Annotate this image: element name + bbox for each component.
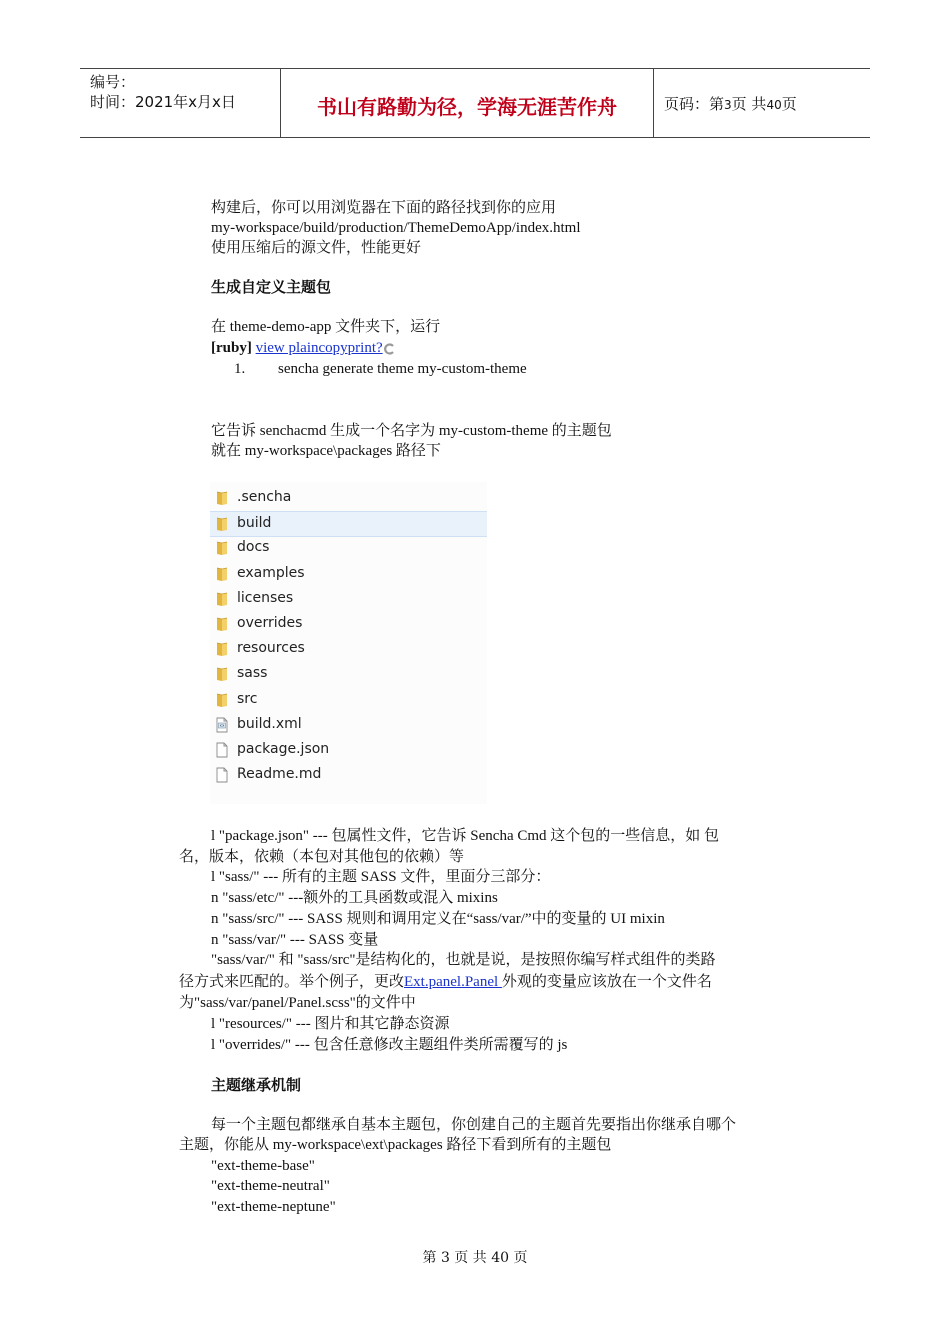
folder-icon xyxy=(214,490,230,506)
header-page-info xyxy=(664,93,797,114)
file-icon xyxy=(214,767,230,783)
header-date: 时间：2021年x月x日 xyxy=(90,93,236,111)
folder-listing-item[interactable] xyxy=(210,637,487,661)
header-info-cell xyxy=(80,69,281,137)
folder-icon xyxy=(214,516,230,532)
theme-name: "ext-theme-neutral" xyxy=(211,1178,330,1194)
page-mid: 页 共 xyxy=(731,95,767,113)
header-motto: 书山有路勤为径，学海无涯苦作舟 xyxy=(317,95,617,119)
code-line: sencha generate theme my-custom-theme xyxy=(278,361,527,377)
folder-listing-item[interactable] xyxy=(210,688,487,712)
paragraph: 名，版本，依赖（本包对其他包的依赖）等 xyxy=(179,849,465,865)
folder-listing-item[interactable] xyxy=(210,738,487,762)
folder-listing-item[interactable] xyxy=(210,763,487,787)
page-footer: 第 3 页 共 40 页 xyxy=(422,1250,528,1266)
folder-listing-item[interactable] xyxy=(210,511,487,537)
paragraph: n "sass/src/" --- SASS 规则和调用定义在“sass/var/”中的变量的 UI mixin xyxy=(211,911,665,927)
folder-icon xyxy=(214,666,230,682)
paragraph: 使用压缩后的源文件，性能更好 xyxy=(211,240,422,256)
folder-listing-screenshot xyxy=(210,482,487,804)
paragraph: 就在 my-workspace\packages 路径下 xyxy=(211,443,441,459)
folder-listing-item[interactable] xyxy=(210,612,487,636)
file-icon xyxy=(214,742,230,758)
folder-listing-item-name: .sencha xyxy=(237,489,292,505)
paragraph: l "sass/" --- 所有的主题 SASS 文件，里面分三部分： xyxy=(211,869,551,885)
folder-listing-item-name: build xyxy=(237,515,272,532)
paragraph: l "resources/" --- 图片和其它静态资源 xyxy=(211,1016,450,1032)
paragraph: 构建后，你可以用浏览器在下面的路径找到你的应用 xyxy=(211,200,557,216)
folder-listing-item-name: src xyxy=(237,690,258,707)
folder-listing-item[interactable] xyxy=(210,662,487,686)
text: 外观的变量应该放在一个文件名 xyxy=(501,974,712,990)
folder-listing-item-name: build.xml xyxy=(237,715,302,732)
folder-listing-item-name: Readme.md xyxy=(237,766,322,783)
ext-panel-link[interactable]: Ext.panel.Panel xyxy=(404,974,502,990)
text: 径方式来匹配的。举个例子，更改 xyxy=(179,974,405,990)
paragraph: l "package.json" --- 包属性文件，它告诉 Sencha Cmd 这个包的一些信息，如 包 xyxy=(211,828,720,844)
page-suffix: 页 xyxy=(781,95,797,113)
paragraph: my-workspace/build/production/ThemeDemoApp/index.html xyxy=(211,220,581,236)
folder-listing-item[interactable] xyxy=(210,562,487,586)
folder-listing-item-name: package.json xyxy=(237,741,330,757)
page-header xyxy=(80,68,870,138)
folder-icon xyxy=(214,692,230,708)
folder-icon xyxy=(214,591,230,607)
folder-listing-item-name: docs xyxy=(237,539,270,556)
header-number: 编号： xyxy=(90,73,136,91)
code-toolbar xyxy=(211,338,395,358)
folder-icon xyxy=(214,641,230,657)
header-page-cell xyxy=(654,69,870,137)
paragraph: 每一个主题包都继承自基本主题包，你创建自己的主题首先要指出你继承自哪个 xyxy=(211,1117,737,1133)
folder-listing-item-name: overrides xyxy=(237,615,303,631)
paragraph: l "overrides/" --- 包含任意修改主题组件类所需覆写的 js xyxy=(211,1037,568,1053)
paragraph: n "sass/etc/" ---额外的工具函数或混入 mixins xyxy=(211,890,498,906)
section-heading: 主题继承机制 xyxy=(211,1078,302,1094)
folder-icon xyxy=(214,616,230,632)
folder-listing-item-name: resources xyxy=(237,640,305,657)
theme-name: "ext-theme-base" xyxy=(211,1158,315,1174)
toggle-icon[interactable] xyxy=(383,343,395,355)
page-total: 40 xyxy=(766,98,782,112)
header-motto-cell xyxy=(281,69,654,137)
folder-listing-item[interactable] xyxy=(210,587,487,611)
paragraph: n "sass/var/" --- SASS 变量 xyxy=(211,932,379,948)
folder-icon xyxy=(214,540,230,556)
paragraph: 在 theme-demo-app 文件夹下，运行 xyxy=(211,319,441,335)
paragraph xyxy=(179,972,712,992)
folder-listing-item[interactable] xyxy=(210,713,487,737)
page-prefix: 页码：第 xyxy=(664,95,725,113)
folder-listing-item-name: licenses xyxy=(237,589,294,606)
folder-listing-item-name: examples xyxy=(237,564,305,581)
paragraph: 它告诉 senchacmd 生成一个名字为 my-custom-theme 的主题包 xyxy=(211,423,612,439)
code-toolbar-links[interactable]: view plaincopyprint? xyxy=(255,340,383,356)
folder-listing-item[interactable] xyxy=(210,486,487,510)
folder-listing-item[interactable] xyxy=(210,536,487,560)
xml-file-icon xyxy=(214,717,230,733)
folder-listing-item-name: sass xyxy=(237,665,268,682)
code-line-number: 1. xyxy=(234,361,246,377)
paragraph: "sass/var/" 和 "sass/src"是结构化的，也就是说，是按照你编写样式组件的类路 xyxy=(211,952,716,968)
code-language: [ruby] xyxy=(211,340,252,356)
paragraph: 主题，你能从 my-workspace\ext\packages 路径下看到所有的主题包 xyxy=(179,1137,612,1153)
paragraph: 为"sass/var/panel/Panel.scss"的文件中 xyxy=(179,995,416,1011)
page-number: 3 xyxy=(724,98,732,112)
folder-icon xyxy=(214,566,230,582)
theme-name: "ext-theme-neptune" xyxy=(211,1199,336,1215)
section-heading: 生成自定义主题包 xyxy=(211,280,332,296)
